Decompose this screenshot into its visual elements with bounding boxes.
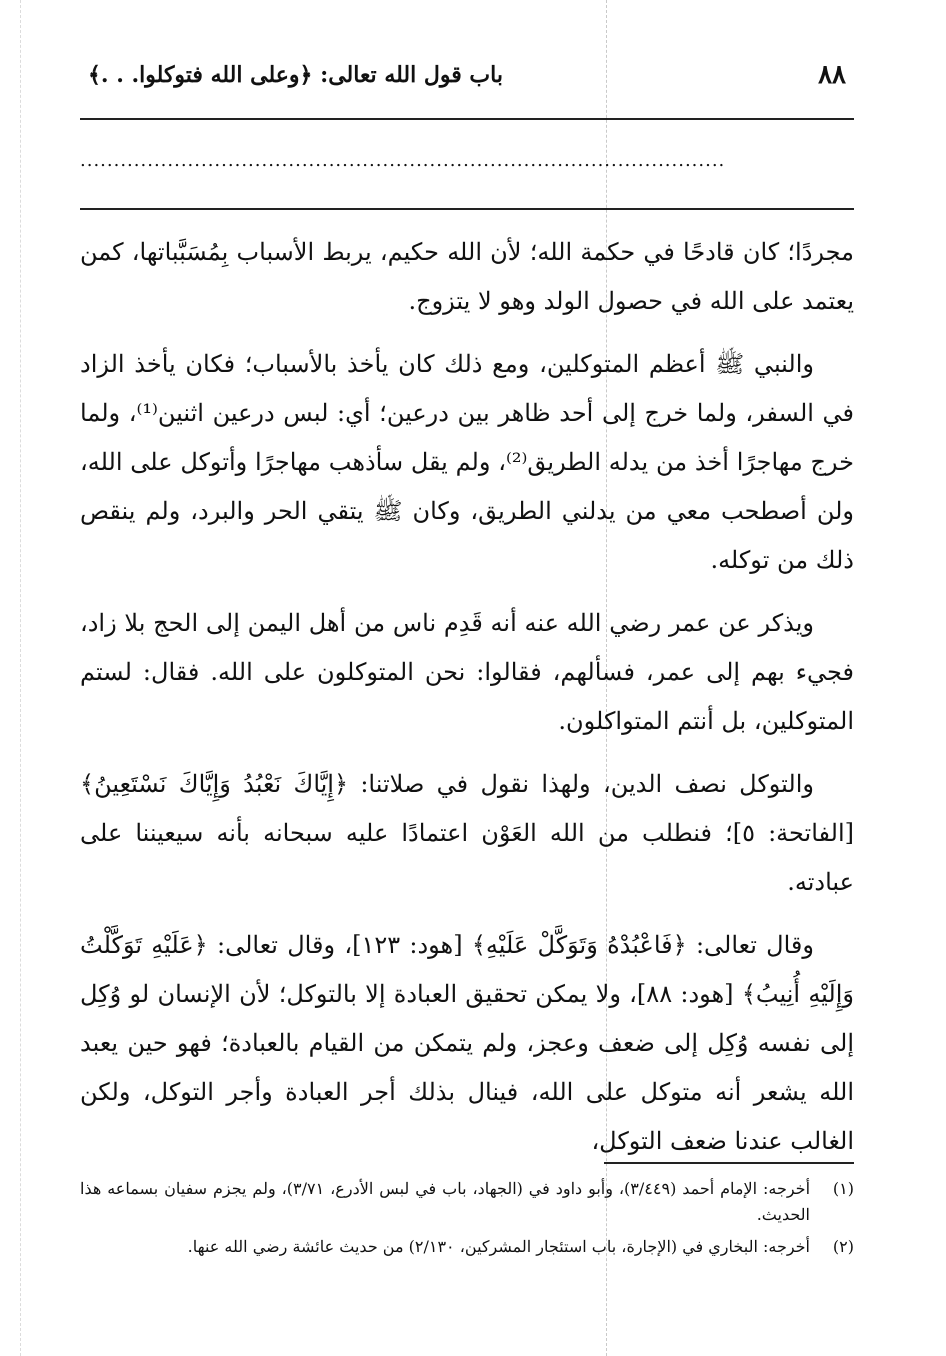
chapter-title: باب قول الله تعالى: ﴿وعلى الله فتوكلوا. . .﴾ — [88, 62, 503, 88]
footnote-1 — [80, 1176, 854, 1228]
paragraph-4: والتوكل نصف الدين، ولهذا نقول في صلاتنا: ﴿إِيَّاكَ نَعْبُدُ وَإِيَّاكَ نَسْتَعِينُ﴾ [الفاتحة: ٥]؛ فنطلب من الله العَوْن اعتمادًا عليه سبحانه بأنه سيعيننا على عبادته. — [80, 770, 854, 896]
footnote-text: أخرجه: البخاري في (الإجارة، باب استئجار المشركين، ٢/١٣٠) من حديث عائشة رضي الله عنها. — [187, 1237, 810, 1256]
page-number: ٨٨ — [818, 60, 846, 90]
paragraph-2: والنبي ﷺ أعظم المتوكلين، ومع ذلك كان يأخذ بالأسباب؛ فكان يأخذ الزاد في السفر، ولما خرج إلى أحد ظاهر بين درعين؛ أي: لبس درعين اثنين⁽¹⁾، ولما خرج مهاجرًا أخذ من يدله الطريق⁽²⁾، ولم يقل سأذهب مهاجرًا وأتوكل على الله، ولن أصطحب معي من يدلني الطريق، وكان ﷺ يتقي الحر والبرد، ولم ينقص ذلك من توكله. — [80, 350, 855, 574]
section-rule — [80, 208, 854, 210]
footnote-text: أخرجه: الإمام أحمد (٣/٤٤٩)، وأبو داود في (الجهاد، باب في لبس الأدرع، ٣/٧١)، ولم يجزم سفيان بسماعه هذا الحديث. — [80, 1179, 811, 1224]
running-header — [80, 60, 854, 100]
footnote-number: (٢) — [832, 1237, 854, 1256]
omission-dots: ................................................................................................ — [80, 150, 726, 170]
body-text — [80, 228, 854, 1166]
paragraph-1: مجردًا؛ كان قادحًا في حكمة الله؛ لأن الله حكيم، يربط الأسباب بِمُسَبَّباتها، كمن يعتمد على الله في حصول الولد وهو لا يتزوج. — [80, 238, 854, 315]
footnote-rule — [604, 1162, 854, 1164]
footnote-number: (١) — [832, 1179, 854, 1198]
paragraph-3: ويذكر عن عمر رضي الله عنه أنه قَدِم ناس من أهل اليمن إلى الحج بلا زاد، فجيء بهم إلى عمر، فسألهم، فقالوا: نحن المتوكلون على الله. فقال: لستم المتوكلين، بل أنتم المتواكلون. — [80, 609, 854, 735]
footnotes — [80, 1176, 854, 1266]
scan-crease-left — [20, 0, 21, 1356]
book-page — [80, 0, 854, 1356]
header-rule — [80, 118, 854, 120]
footnote-2 — [80, 1234, 854, 1260]
paragraph-5: وقال تعالى: ﴿فَاعْبُدْهُ وَتَوَكَّلْ عَلَيْهِ﴾ [هود: ١٢٣]، وقال تعالى: ﴿عَلَيْهِ تَوَكَّلْتُ وَإِلَيْهِ أُنِيبُ﴾ [هود: ٨٨]، ولا يمكن تحقيق العبادة إلا بالتوكل؛ لأن الإنسان لو وُكِل إلى نفسه وُكِل إلى ضعف وعجز، ولم يتمكن من القيام بالعبادة؛ فهو حين يعبد الله يشعر أنه متوكل على الله، فينال بذلك أجر العبادة وأجر التوكل، ولكن الغالب عندنا ضعف التوكل، — [80, 931, 854, 1155]
